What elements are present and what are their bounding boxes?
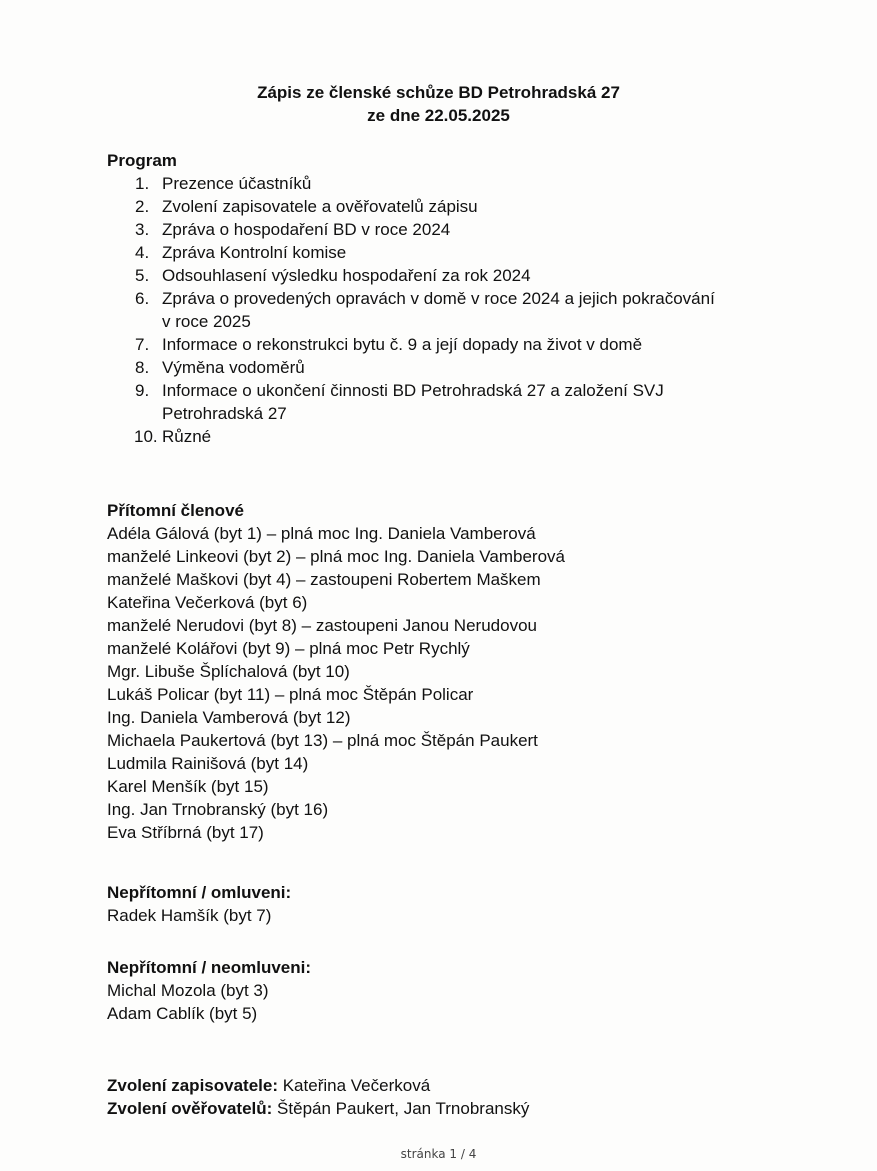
program-item-text: Odsouhlasení výsledku hospodaření za rok 2024 <box>162 266 531 285</box>
program-item <box>107 172 807 195</box>
absent-excused-list <box>107 904 807 927</box>
present-member: Mgr. Libuše Šplíchalová (byt 10) <box>107 662 350 681</box>
program-item-number: 5. <box>135 266 150 285</box>
program-item-text: Zpráva Kontrolní komise <box>162 243 347 262</box>
program-item-text: Informace o rekonstrukci bytu č. 9 a její dopady na život v domě <box>162 335 643 354</box>
present-member: Karel Menšík (byt 15) <box>107 777 269 796</box>
verifiers-value: Štěpán Paukert, Jan Trnobranský <box>272 1099 530 1118</box>
program-item <box>107 218 807 241</box>
program-item-text: Výměna vodoměrů <box>162 358 305 377</box>
present-member: Michaela Paukertová (byt 13) – plná moc Štěpán Paukert <box>107 731 538 750</box>
program-item <box>107 379 807 425</box>
program-list <box>107 172 807 448</box>
program-item-text: Zpráva o hospodaření BD v roce 2024 <box>162 220 451 239</box>
title-line-1: Zápis ze členské schůze BD Petrohradská 27 <box>257 83 620 102</box>
present-member: manželé Linkeovi (byt 2) – plná moc Ing. Daniela Vamberová <box>107 547 565 566</box>
absent-unexcused-list <box>107 979 807 1025</box>
present-member: Ing. Jan Trnobranský (byt 16) <box>107 800 329 819</box>
program-item-number: 3. <box>135 220 150 239</box>
program-item <box>107 287 807 333</box>
program-item <box>107 425 807 448</box>
program-item-number: 1. <box>135 174 150 193</box>
program-item-number: 4. <box>135 243 150 262</box>
program-item-number: 7. <box>135 335 150 354</box>
absent-unexcused-member: Michal Mozola (byt 3) <box>107 981 269 1000</box>
program-item-text: Různé <box>162 427 212 446</box>
program-item-number: 10. <box>134 427 158 446</box>
program-item-text: v roce 2025 <box>162 312 251 331</box>
recorder-election <box>107 1074 807 1097</box>
absent-unexcused-heading: Nepřítomní / neomluveni: <box>107 958 312 977</box>
title-line-2: ze dne 22.05.2025 <box>367 106 510 125</box>
verifiers-label: Zvolení ověřovatelů: <box>107 1099 273 1118</box>
present-member: Adéla Gálová (byt 1) – plná moc Ing. Daniela Vamberová <box>107 524 536 543</box>
program-heading: Program <box>107 151 177 170</box>
recorder-value: Kateřina Večerková <box>278 1076 431 1095</box>
present-member: manželé Nerudovi (byt 8) – zastoupeni Janou Nerudovou <box>107 616 537 635</box>
present-member: Kateřina Večerková (byt 6) <box>107 593 308 612</box>
program-item-text: Zpráva o provedených opravách v domě v roce 2024 a jejich pokračování <box>162 289 715 308</box>
present-heading: Přítomní členové <box>107 501 244 520</box>
present-section <box>107 499 807 844</box>
absent-unexcused-member: Adam Cablík (byt 5) <box>107 1004 258 1023</box>
program-item-number: 8. <box>135 358 150 377</box>
program-item-number: 9. <box>135 381 150 400</box>
present-member: Lukáš Policar (byt 11) – plná moc Štěpán Policar <box>107 685 474 704</box>
document-title <box>0 81 877 127</box>
absent-unexcused-section <box>107 956 807 1025</box>
program-item-number: 2. <box>135 197 150 216</box>
absent-excused-section <box>107 881 807 927</box>
elections-section <box>107 1074 807 1120</box>
program-item <box>107 356 807 379</box>
present-members-list <box>107 522 807 844</box>
present-member: Ludmila Rainišová (byt 14) <box>107 754 309 773</box>
program-item <box>107 264 807 287</box>
program-item <box>107 241 807 264</box>
program-item <box>107 195 807 218</box>
program-item-text: Prezence účastníků <box>162 174 312 193</box>
present-member: manželé Kolářovi (byt 9) – plná moc Petr Rychlý <box>107 639 470 658</box>
program-item-text: Petrohradská 27 <box>162 404 287 423</box>
program-item <box>107 333 807 356</box>
absent-excused-member: Radek Hamšík (byt 7) <box>107 906 272 925</box>
verifiers-election <box>107 1097 807 1120</box>
present-member: Eva Stříbrná (byt 17) <box>107 823 264 842</box>
page-number: stránka 1 / 4 <box>400 1147 477 1161</box>
present-member: Ing. Daniela Vamberová (byt 12) <box>107 708 351 727</box>
program-item-text: Informace o ukončení činnosti BD Petrohradská 27 a založení SVJ <box>162 381 664 400</box>
absent-excused-heading: Nepřítomní / omluveni: <box>107 883 292 902</box>
present-member: manželé Maškovi (byt 4) – zastoupeni Robertem Maškem <box>107 570 541 589</box>
program-section <box>107 149 807 448</box>
program-item-text: Zvolení zapisovatele a ověřovatelů zápisu <box>162 197 478 216</box>
recorder-label: Zvolení zapisovatele: <box>107 1076 278 1095</box>
program-item-number: 6. <box>135 289 150 308</box>
